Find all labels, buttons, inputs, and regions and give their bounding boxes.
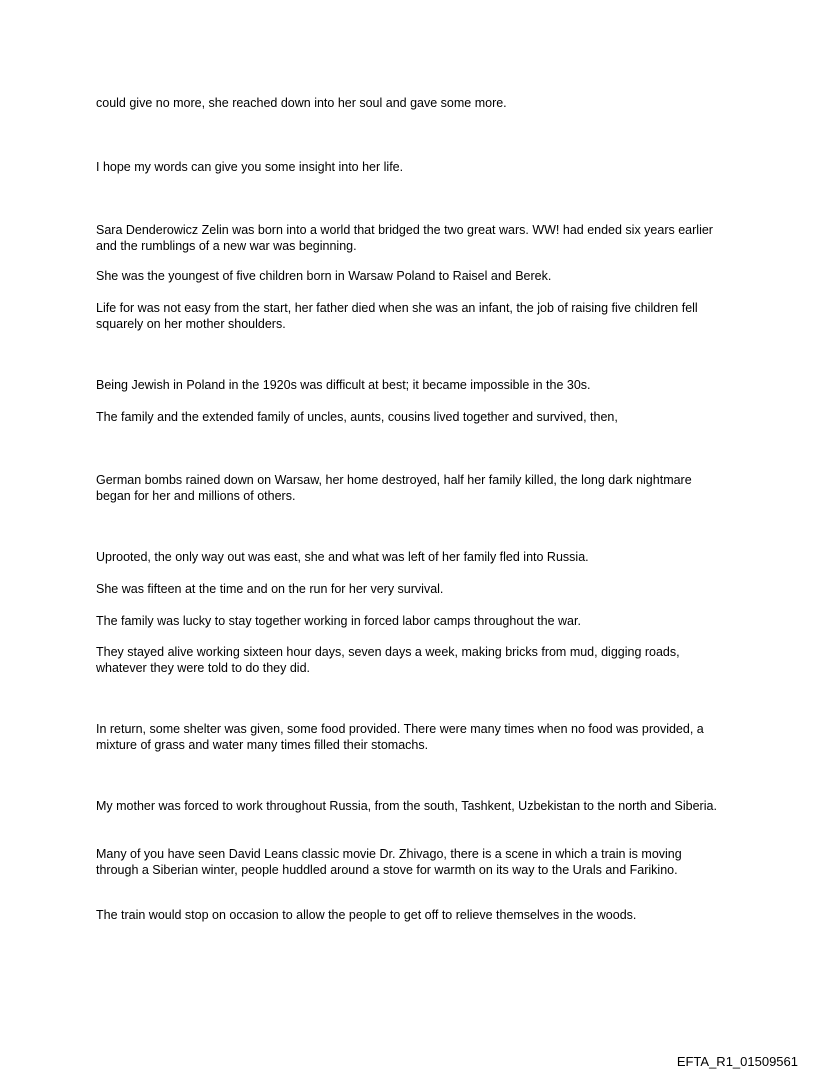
document-id-footer: EFTA_R1_01509561 [676,1054,798,1069]
paragraph: Uprooted, the only way out was east, she and what was left of her family fled into Russia. [96,550,589,564]
paragraph: The family was lucky to stay together working in forced labor camps throughout the war. [96,614,581,628]
paragraph: Sara Denderowicz Zelin was born into a world that bridged the two great wars. WW! had ended six years earlier and the rumblings of a new war was beginning. [96,223,713,253]
paragraph: They stayed alive working sixteen hour days, seven days a week, making bricks from mud, digging roads, whatever they were told to do they did. [96,645,680,675]
paragraph: My mother was forced to work throughout Russia, from the south, Tashkent, Uzbekistan to the north and Siberia. [96,799,717,813]
paragraph: In return, some shelter was given, some food provided. There were many times when no food was provided, a mixture of grass and water many times filled their stomachs. [96,722,704,752]
paragraph: The family and the extended family of uncles, aunts, cousins lived together and survived, then, [96,410,618,424]
paragraph: She was fifteen at the time and on the run for her very survival. [96,582,444,596]
paragraph: The train would stop on occasion to allow the people to get off to relieve themselves in the woods. [96,908,637,922]
paragraph: could give no more, she reached down into her soul and gave some more. [96,96,507,110]
paragraph: Being Jewish in Poland in the 1920s was difficult at best; it became impossible in the 30s. [96,378,591,392]
paragraph: German bombs rained down on Warsaw, her home destroyed, half her family killed, the long dark nightmare began for her and millions of others. [96,473,692,503]
paragraph: I hope my words can give you some insight into her life. [96,160,404,174]
paragraph: Life for was not easy from the start, her father died when she was an infant, the job of raising five children fell squarely on her mother shoulders. [96,301,698,331]
paragraph: She was the youngest of five children born in Warsaw Poland to Raisel and Berek. [96,269,552,283]
paragraph: Many of you have seen David Leans classic movie Dr. Zhivago, there is a scene in which a train is moving through a Siberian winter, people huddled around a stove for warmth on its way to the Urals and Farikino. [96,847,682,877]
